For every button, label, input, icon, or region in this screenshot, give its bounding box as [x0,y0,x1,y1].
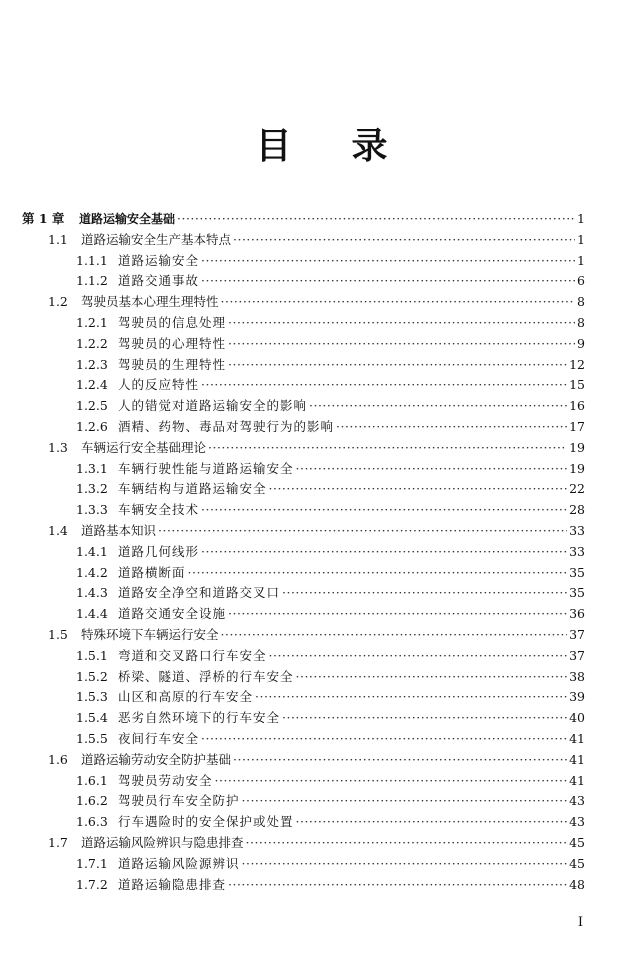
toc-entry-title: 道路基本知识 [81,523,157,538]
toc-entry-number: 1.3 [48,439,68,455]
toc-entry-number: 1.4 [48,523,68,538]
page-title-left: 目 [255,125,292,167]
toc-leader-dots [228,875,567,895]
toc-entry-page: 19 [569,460,585,476]
toc-entry-page: 33 [569,543,585,559]
toc-entry[interactable] [76,500,585,520]
toc-entry-number: 1.2.5 [76,398,108,414]
toc-entry-page: 22 [569,481,585,497]
toc-entry-title: 车辆结构与道路运输安全 [118,481,267,497]
toc-entry-page: 45 [569,835,585,850]
toc-entry[interactable] [48,750,585,770]
toc-entry-number: 1.6 [48,751,68,767]
toc-entry-number: 1.2.2 [76,335,108,351]
toc-entry-page: 8 [577,294,585,310]
toc-entry[interactable] [76,334,585,354]
toc-entry-title: 驾驶员的信息处理 [118,315,227,330]
toc-entry[interactable] [76,708,585,728]
toc-leader-dots [228,604,567,624]
toc-entry-page: 39 [569,689,585,705]
toc-leader-dots [269,479,568,499]
toc-entry-number: 1.7.2 [76,876,108,892]
toc-entry-number: 1.2.1 [76,315,108,330]
toc-leader-dots [201,271,575,291]
toc-entry-number: 1.6.3 [76,814,108,830]
toc-entry-number: 1.5.5 [76,731,108,746]
toc-entry-number: 1.6.2 [76,793,108,809]
toc-leader-dots [201,251,575,271]
toc-entry[interactable] [76,542,585,562]
toc-entry[interactable] [76,251,585,271]
toc-entry-number: 1.4.3 [76,585,108,601]
toc-entry-title: 恶劣自然环境下的行车安全 [118,710,281,726]
toc-entry-title: 道路横断面 [118,564,186,580]
toc-leader-dots [233,750,567,770]
toc-entry-page: 17 [569,419,585,434]
toc-entry-page: 15 [569,377,585,393]
toc-entry-title: 行车遇险时的安全保护或处置 [118,814,294,830]
toc-leader-dots [282,583,567,603]
toc-entry-number: 1.1.2 [76,273,108,289]
toc-entry-title: 车辆运行安全基础理论 [81,439,207,455]
toc-leader-dots [242,791,568,811]
toc-leader-dots [296,459,568,479]
toc-leader-dots [228,334,575,354]
toc-entry[interactable] [76,604,585,624]
toc-leader-dots [201,542,567,562]
toc-entry-number: 1.1.1 [76,252,108,268]
toc-leader-dots [233,230,575,250]
toc-entry[interactable] [48,292,585,312]
toc-entry-number: 1.5.2 [76,668,108,684]
toc-leader-dots [221,625,568,645]
toc-entry[interactable] [76,313,585,333]
toc-entry-number: 1.2 [48,294,68,310]
toc-entry-page: 43 [569,793,585,809]
toc-entry-number: 1.7 [48,835,68,850]
toc-entry[interactable] [76,417,585,437]
toc-entry-number: 1.3.1 [76,460,108,476]
toc-entry-number: 1.1 [48,231,68,247]
toc-leader-dots [201,375,567,395]
toc-leader-dots [296,667,568,687]
toc-leader-dots [177,209,575,229]
toc-entry-page: 35 [569,585,585,601]
toc-entry-number: 1.2.4 [76,377,108,393]
toc-entry-title: 道路运输安全基础 [79,212,176,226]
toc-entry-title: 道路几何线形 [118,543,200,559]
toc-entry-title: 夜间行车安全 [118,731,200,746]
toc-entry-number: 第 1 章 [22,211,65,226]
toc-entry[interactable] [48,833,585,853]
toc-entry-number: 1.3.3 [76,502,108,518]
toc-entry-number: 1.5.3 [76,689,108,705]
toc-entry-page: 40 [569,710,585,726]
toc-leader-dots [246,833,568,853]
toc-entry-title: 驾驶员行车安全防护 [118,793,240,809]
toc-entry[interactable] [76,771,585,791]
toc-entry-page: 38 [569,668,585,684]
toc-leader-dots [188,563,568,583]
toc-leader-dots [282,708,567,728]
toc-entry-title: 特殊环境下车辆运行安全 [81,627,219,642]
toc-entry-title: 道路交通安全设施 [118,606,227,622]
toc-entry-page: 41 [569,772,585,788]
toc-entry-title: 桥梁、隧道、浮桥的行车安全 [118,668,294,684]
toc-entry-number: 1.7.1 [76,855,108,871]
toc-entry[interactable] [48,625,585,645]
toc-entry-title: 酒精、药物、毒品对驾驶行为的影响 [118,419,335,434]
toc-entry-page: 37 [569,627,585,642]
toc-entry-number: 1.6.1 [76,772,108,788]
page-number: I [577,915,583,930]
toc-entry-title: 驾驶员劳动安全 [118,772,213,788]
toc-entry-title: 车辆安全技术 [118,502,200,518]
toc-entry-number: 1.4.4 [76,606,108,622]
toc-entry-number: 1.4.1 [76,543,108,559]
toc-entry-page: 43 [569,814,585,830]
toc-entry[interactable] [48,438,585,458]
toc-entry-page: 35 [569,564,585,580]
toc-entry-page: 41 [569,731,585,746]
toc-leader-dots [309,396,567,416]
toc-entry[interactable] [76,396,585,416]
toc-entry[interactable] [76,459,585,479]
toc-leader-dots [296,812,568,832]
toc-leader-dots [158,521,567,541]
toc-entry-title: 驾驶员的心理特性 [118,335,227,351]
toc-entry-page: 1 [577,231,585,247]
toc-entry-title: 车辆行驶性能与道路运输安全 [118,460,294,476]
toc-entry-page: 48 [569,876,585,892]
toc-entry-title: 人的反应特性 [118,377,200,393]
toc-leader-dots [215,771,568,791]
toc-leader-dots [228,355,567,375]
toc-entry[interactable] [22,209,585,229]
toc-leader-dots [242,854,568,874]
toc-entry-number: 1.3.2 [76,481,108,497]
toc-entry-page: 45 [569,855,585,871]
toc-entry[interactable] [76,667,585,687]
toc-entry-title: 人的错觉对道路运输安全的影响 [118,398,308,414]
page-title-right: 录 [351,125,388,167]
toc-entry-title: 道路运输风险辨识与隐患排查 [81,835,244,850]
toc-entry[interactable] [76,271,585,291]
toc-entry-title: 道路运输安全生产基本特点 [81,231,232,247]
toc-entry[interactable] [76,646,585,666]
toc-entry[interactable] [48,521,585,541]
toc-entry-title: 山区和高原的行车安全 [118,689,254,705]
toc-entry[interactable] [76,854,585,874]
toc-entry-number: 1.5 [48,627,68,642]
toc-entry-title: 道路运输隐患排查 [118,876,227,892]
toc-entry-title: 道路交通事故 [118,273,200,289]
toc-entry-page: 1 [577,252,585,268]
toc-entry[interactable] [76,687,585,707]
toc-leader-dots [255,687,567,707]
toc-entry[interactable] [76,729,585,749]
toc-entry-page: 8 [577,315,585,330]
toc-entry-number: 1.5.1 [76,647,108,663]
toc-entry-title: 弯道和交叉路口行车安全 [118,647,267,663]
toc-entry[interactable] [76,479,585,499]
toc-entry-title: 道路运输安全 [118,252,200,268]
toc-entry[interactable] [48,230,585,250]
toc-entry-page: 36 [569,606,585,622]
toc-entry-page: 16 [569,398,585,414]
toc-leader-dots [201,500,567,520]
toc-leader-dots [201,729,567,749]
toc-entry[interactable] [76,583,585,603]
toc-entry-page: 19 [569,439,585,455]
toc-entry-title: 道路运输风险源辨识 [118,855,240,871]
toc-entry-number: 1.2.6 [76,419,108,434]
toc-entry-page: 9 [577,335,585,351]
toc-entry-page: 33 [569,523,585,538]
toc-entry-number: 1.5.4 [76,710,108,726]
toc-entry[interactable] [76,563,585,583]
toc-entry-title: 道路安全净空和道路交叉口 [118,585,281,601]
toc-entry-page: 1 [577,211,585,226]
toc-leader-dots [221,292,576,312]
toc-entry[interactable] [76,875,585,895]
toc-entry-page: 12 [569,356,585,372]
toc-leader-dots [228,313,575,333]
page-title [0,121,643,171]
toc-entry-title: 道路运输劳动安全防护基础 [81,751,232,767]
toc-leader-dots [269,646,568,666]
toc-entry-number: 1.4.2 [76,564,108,580]
toc-entry-page: 41 [569,751,585,767]
toc-entry-page: 6 [577,273,585,289]
toc-entry-page: 37 [569,647,585,663]
toc-leader-dots [336,417,567,437]
toc-entry[interactable] [76,812,585,832]
toc-entry-title: 驾驶员基本心理生理特性 [81,294,219,310]
toc-entry[interactable] [76,375,585,395]
toc-entry-page: 28 [569,502,585,518]
toc-leader-dots [208,438,567,458]
toc-entry-number: 1.2.3 [76,356,108,372]
toc-entry[interactable] [76,355,585,375]
toc-entry[interactable] [76,791,585,811]
toc-entry-title: 驾驶员的生理特性 [118,356,227,372]
